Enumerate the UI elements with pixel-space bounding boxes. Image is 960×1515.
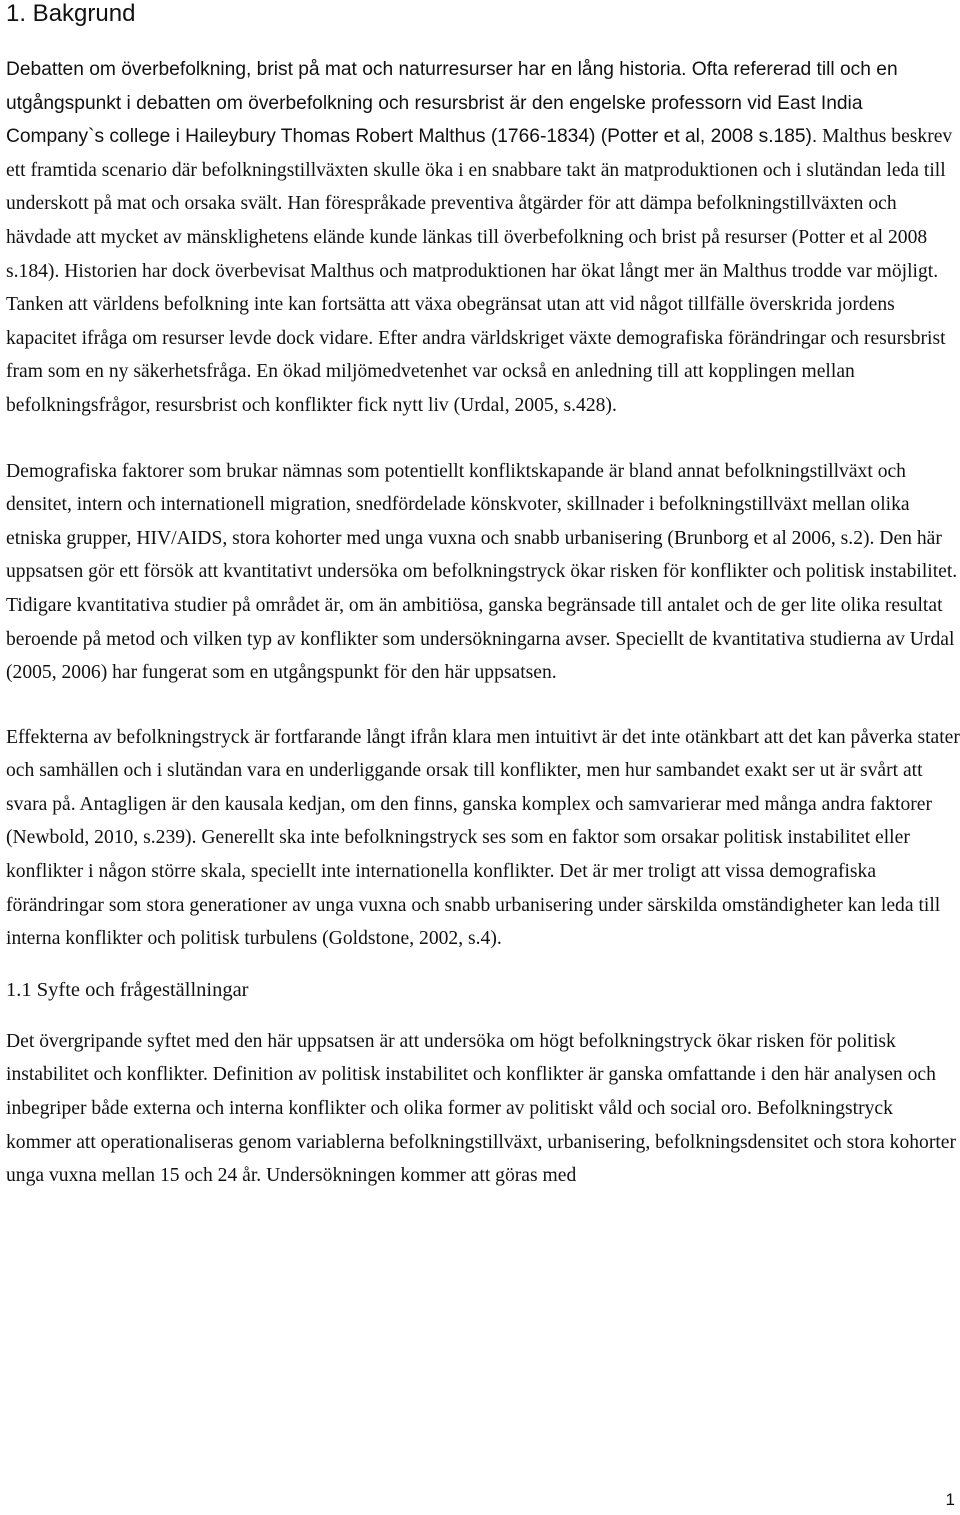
subsection-heading: 1.1 Syfte och frågeställningar (6, 978, 249, 1001)
paragraph-purpose: Det övergripande syftet med den här uppsatsen är att undersöka om högt befolkningstryck ökar risken för politisk instabilitet och konflikter. Definition av politisk instabilitet och konflikter är ganska omfattande i den här analysen och inbegriper både externa och interna konflikter och olika former av politiskt våld och social oro. Befolkningstryck kommer att operationaliseras genom variablerna befolkningstillväxt, urbanisering, befolkningsdensitet och stora kohorter unga vuxna mellan 15 och 24 år. Undersökningen kommer att göras med (6, 1030, 957, 1187)
section-heading: 1. Bakgrund (6, 0, 136, 27)
paragraph-serif-segment: Malthus beskrev ett framtida scenario där befolkningstillväxten skulle öka i en snabbare takt än matproduktionen och i slutändan leda till underskott på mat och orsaka svält. Han förespråkade preventiva åtgärder för att dämpa befolkningstillväxten och hävdade att mycket av mänsklighetens elände kunde länkas till överbefolkning och brist på resurser (Potter et al 2008 s.184). Historien har dock överbevisat Malthus och matproduktionen har ökat långt mer än Malthus trodde var möjligt. Tanken att världens befolkning inte kan fortsätta att växa obegränsat utan att vid något tillfälle överskrida jordens kapacitet ifråga om resurser levde dock vidare. Efter andra världskriget växte demografiska förändringar och resursbrist fram som en ny säkerhetsfråga. En ökad miljömedvetenhet var också en anledning till att kopplingen mellan befolkningsfrågor, resursbrist och konflikter fick nytt liv (Urdal, 2005, s.428). (6, 126, 953, 416)
paragraph-background-1 (6, 53, 960, 423)
paragraph-background-3: Effekterna av befolkningstryck är fortfarande långt ifrån klara men intuitivt är det inte otänkbart att det kan påverka stater och samhällen och i slutändan vara en underliggande orsak till konflikter, men hur sambandet exakt ser ut är svårt att svara på. Antagligen är den kausala kedjan, om den finns, ganska komplex och samvarierar med många andra faktorer (Newbold, 2010, s.239). Generellt ska inte befolkningstryck ses som en faktor som orsakar politisk instabilitet eller konflikter i någon större skala, speciellt inte internationella konflikter. Det är mer troligt att vissa demografiska förändringar som stora generationer av unga vuxna och snabb urbanisering under särskilda omständigheter kan leda till interna konflikter och politisk turbulens (Goldstone, 2002, s.4). (6, 726, 960, 950)
page-number: 1 (945, 1490, 955, 1509)
paragraph-background-2: Demografiska faktorer som brukar nämnas som potentiellt konfliktskapande är bland annat befolkningstillväxt och densitet, intern och internationell migration, snedfördelade könskvoter, skillnader i befolkningstillväxt mellan olika etniska grupper, HIV/AIDS, stora kohorter med unga vuxna och snabb urbanisering (Brunborg et al 2006, s.2). Den här uppsatsen gör ett försök att kvantitativt undersöka om befolkningstryck ökar risken för konflikter och politisk instabilitet. Tidigare kvantitativa studier på området är, om än ambitiösa, ganska begränsade till antalet och de ger lite olika resultat beroende på metod och vilken typ av konflikter som undersökningarna avser. Speciellt de kvantitativa studierna av Urdal (2005, 2006) har fungerat som en utgångspunkt för den här uppsatsen. (6, 460, 958, 684)
paragraph-sans-segment: Debatten om överbefolkning, brist på mat och naturresurser har en lång historia. Ofta refererad till och en utgångspunkt i debatten om överbefolkning och resursbrist är den engelske professorn vid East India Company`s college i Haileybury Thomas Robert Malthus (1766-1834) (Potter et al, 2008 s.185). (6, 59, 898, 148)
document-page (6, 0, 960, 1193)
